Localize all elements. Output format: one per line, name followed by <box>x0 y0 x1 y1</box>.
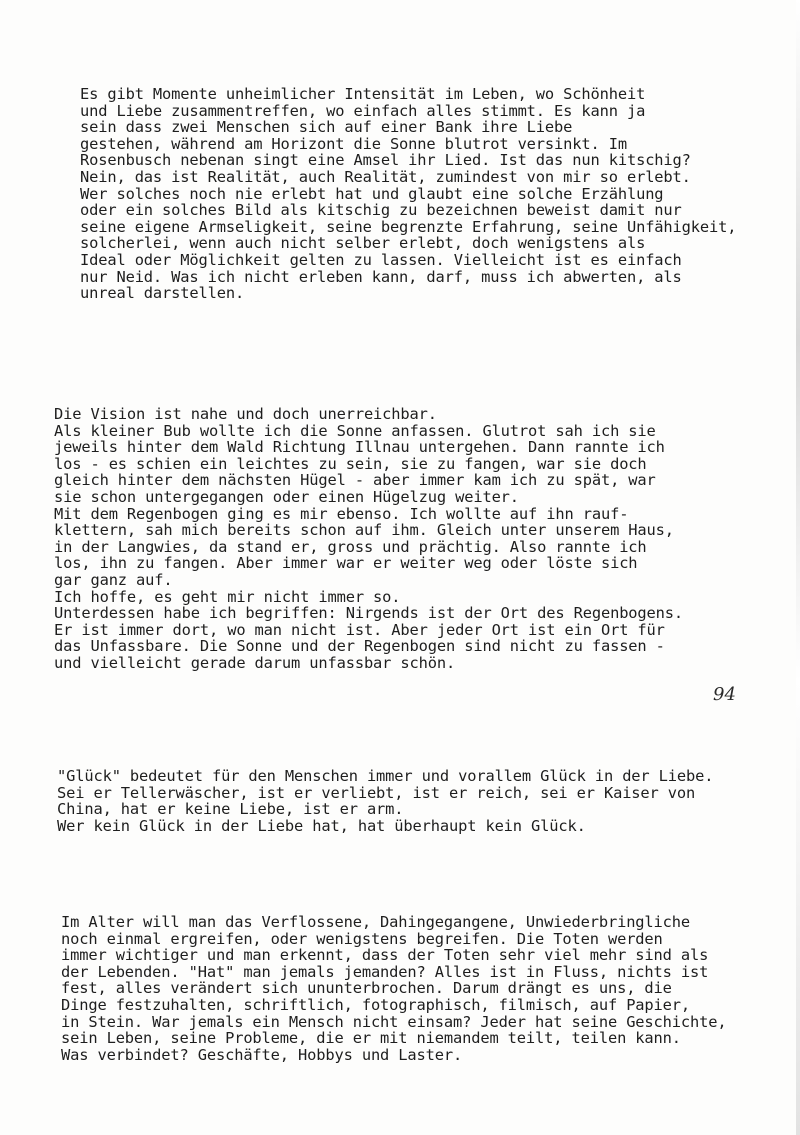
text-line: in der Langwies, da stand er, gross und prächtig. Also rannte ich <box>54 537 647 556</box>
text-line: immer wichtiger und man erkennt, dass der Toten sehr viel mehr sind als <box>61 946 709 965</box>
text-line: der Lebenden. "Hat" man jemals jemanden? Alles ist in Fluss, nichts ist <box>61 962 709 981</box>
text-line: Er ist immer dort, wo man nicht ist. Aber jeder Ort ist ein Ort für <box>54 620 665 639</box>
text-line: Wer kein Glück in der Liebe hat, hat überhaupt kein Glück. <box>57 816 586 835</box>
text-line: gar ganz auf. <box>54 570 173 589</box>
text-line: sein Leben, seine Probleme, die er mit niemandem teilt, teilen kann. <box>61 1029 681 1048</box>
text-line: fest, alles verändert sich ununterbrochen. Darum drängt es uns, die <box>61 979 672 998</box>
text-line: seine eigene Armseligkeit, seine begrenzte Erfahrung, seine Unfähigkeit, <box>80 217 737 236</box>
text-line: Unterdessen habe ich begriffen: Nirgends ist der Ort des Regenbogens. <box>54 604 684 623</box>
page-number: 94 <box>713 684 736 705</box>
text-line: noch einmal ergreifen, oder wenigstens begreifen. Die Toten werden <box>61 929 663 948</box>
text-line: gleich hinter dem nächsten Hügel - aber immer kam ich zu spät, war <box>54 471 656 490</box>
text-line: solcherlei, wenn auch nicht selber erlebt, doch wenigstens als <box>80 234 646 253</box>
text-line: Was verbindet? Geschäfte, Hobbys und Laster. <box>61 1045 463 1064</box>
text-line: sein dass zwei Menschen sich auf einer Bank ihre Liebe <box>80 118 573 137</box>
text-line: jeweils hinter dem Wald Richtung Illnau untergehen. Dann rannte ich <box>54 438 665 457</box>
text-line: Ideal oder Möglichkeit gelten zu lassen. Vielleicht ist es einfach <box>80 250 682 269</box>
text-line: unreal darstellen. <box>80 284 245 303</box>
text-line: klettern, sah mich bereits schon auf ihm. Gleich unter unserem Haus, <box>54 521 674 540</box>
paragraph-old-age <box>61 914 726 1063</box>
text-line: Dinge festzuhalten, schriftlich, fotographisch, filmisch, auf Papier, <box>61 995 691 1014</box>
paragraph-vision-rainbow <box>54 406 683 672</box>
text-line: Die Vision ist nahe und doch unerreichbar. <box>54 405 437 423</box>
text-line: Wer solches noch nie erlebt hat und glaubt eine solche Erzählung <box>80 184 664 203</box>
paragraph-beauty-and-love <box>80 86 736 302</box>
text-line: Nein, das ist Realität, auch Realität, zumindest von mir so erlebt. <box>80 167 691 186</box>
text-line: oder ein solches Bild als kitschig zu bezeichnen beweist damit nur <box>80 201 682 220</box>
text-line: "Glück" bedeutet für den Menschen immer und vorallem Glück in der Liebe. <box>57 767 714 785</box>
text-line: und vielleicht gerade darum unfassbar schön. <box>54 653 456 672</box>
text-line: in Stein. War jemals ein Mensch nicht einsam? Jeder hat seine Geschichte, <box>61 1012 727 1031</box>
text-line: los, ihn zu fangen. Aber immer war er weiter weg oder löste sich <box>54 554 638 573</box>
text-line: nur Neid. Was ich nicht erleben kann, darf, muss ich abwerten, als <box>80 267 682 286</box>
text-line: Rosenbusch nebenan singt eine Amsel ihr Lied. Ist das nun kitschig? <box>80 151 691 170</box>
text-line: los - es schien ein leichtes zu sein, sie zu fangen, war sie doch <box>54 454 647 473</box>
text-line: Ich hoffe, es geht mir nicht immer so. <box>54 587 401 606</box>
scan-edge <box>796 0 800 1135</box>
text-line: und Liebe zusammentreffen, wo einfach alles stimmt. Es kann ja <box>80 101 646 120</box>
text-line: gestehen, während am Horizont die Sonne blutrot versinkt. Im <box>80 134 627 153</box>
text-line: Im Alter will man das Verflossene, Dahingegangene, Unwiederbringliche <box>61 913 691 931</box>
text-line: Es gibt Momente unheimlicher Intensität im Leben, wo Schönheit <box>80 85 646 103</box>
text-line: sie schon untergegangen oder einen Hügelzug weiter. <box>54 487 519 506</box>
text-line: Mit dem Regenbogen ging es mir ebenso. Ich wollte auf ihn rauf- <box>54 504 629 523</box>
paragraph-luck-in-love <box>57 768 713 834</box>
text-line: Als kleiner Bub wollte ich die Sonne anfassen. Glutrot sah ich sie <box>54 421 656 440</box>
text-line: China, hat er keine Liebe, ist er arm. <box>57 800 404 819</box>
text-line: das Unfassbare. Die Sonne und der Regenbogen sind nicht zu fassen - <box>54 637 665 656</box>
text-line: Sei er Tellerwäscher, ist er verliebt, ist er reich, sei er Kaiser von <box>57 783 696 802</box>
